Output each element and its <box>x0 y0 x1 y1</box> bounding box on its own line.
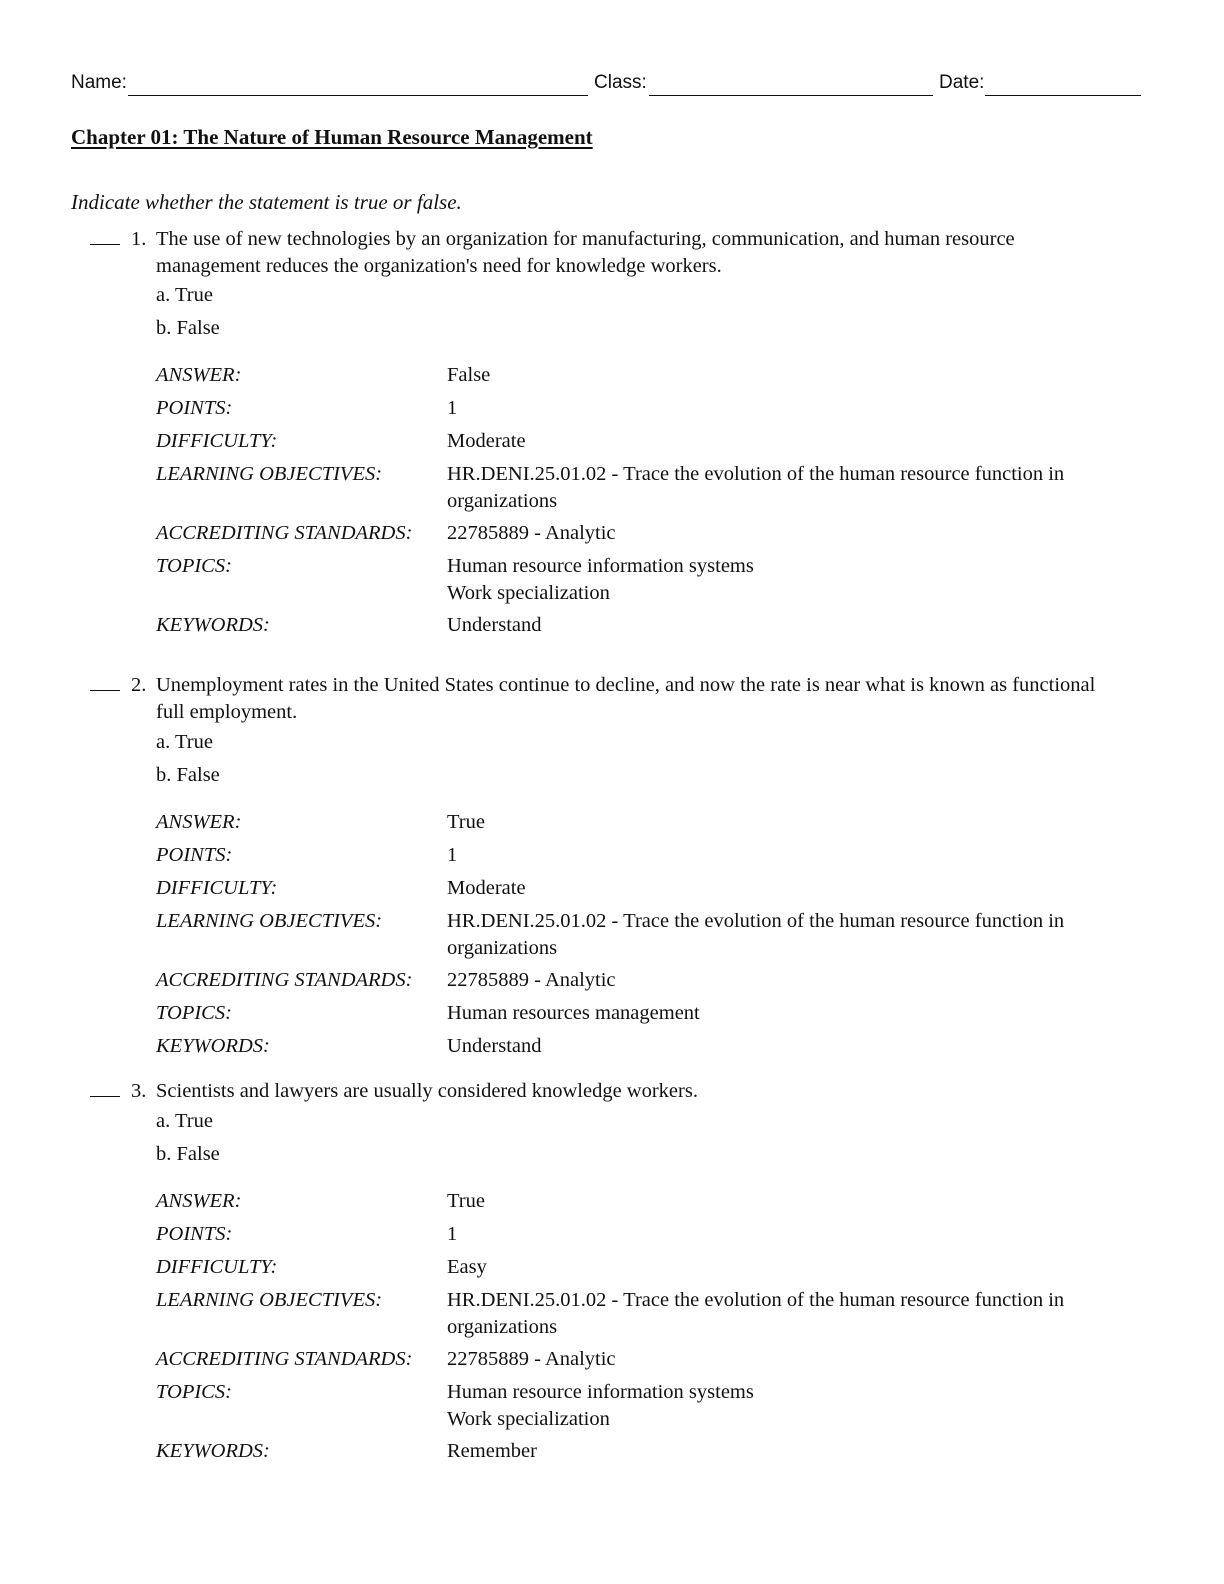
points-label: POINTS: <box>156 844 233 866</box>
question-text: Unemployment rates in the United States continue to decline, and now the rate is near what is known as functional full employment. <box>156 674 1096 723</box>
keywords-value: Understand <box>447 1035 542 1057</box>
points-value: 1 <box>447 397 458 419</box>
accrediting-standards-value: 22785889 - Analytic <box>447 522 616 544</box>
accrediting-standards-value: 22785889 - Analytic <box>447 969 616 991</box>
option-false: b. False <box>156 317 220 339</box>
keywords-value: Understand <box>447 614 542 636</box>
option-true: a. True <box>156 284 213 306</box>
question-text: Scientists and lawyers are usually considered knowledge workers. <box>156 1080 698 1102</box>
name-field[interactable] <box>128 95 588 96</box>
points-label: POINTS: <box>156 397 233 419</box>
topics-label: TOPICS: <box>156 1381 232 1403</box>
learning-objectives-label: LEARNING OBJECTIVES: <box>156 910 383 932</box>
question-text: The use of new technologies by an organization for manufacturing, communication, and human resource management reduces the organization's need for knowledge workers. <box>156 228 1015 277</box>
date-field[interactable] <box>985 95 1141 96</box>
answer-value: True <box>447 1190 485 1212</box>
option-true: a. True <box>156 731 213 753</box>
difficulty-value: Moderate <box>447 430 526 452</box>
topic-item: Human resources management <box>447 1002 700 1024</box>
difficulty-value: Moderate <box>447 877 526 899</box>
difficulty-label: DIFFICULTY: <box>156 877 278 899</box>
learning-objectives-label: LEARNING OBJECTIVES: <box>156 463 383 485</box>
instructions-text: Indicate whether the statement is true or false. <box>71 190 462 214</box>
accrediting-standards-value: 22785889 - Analytic <box>447 1348 616 1370</box>
date-label: Date: <box>939 72 985 93</box>
keywords-label: KEYWORDS: <box>156 1035 270 1057</box>
topics-value <box>447 1000 1127 1027</box>
keywords-value: Remember <box>447 1440 537 1462</box>
class-label: Class: <box>594 72 647 93</box>
difficulty-value: Easy <box>447 1256 487 1278</box>
chapter-title: Chapter 01: The Nature of Human Resource Management <box>71 125 593 149</box>
answer-label: ANSWER: <box>156 811 242 833</box>
difficulty-label: DIFFICULTY: <box>156 430 278 452</box>
answer-label: ANSWER: <box>156 1190 242 1212</box>
topics-label: TOPICS: <box>156 555 232 577</box>
answer-label: ANSWER: <box>156 364 242 386</box>
learning-objectives-value: HR.DENI.25.01.02 - Trace the evolution of the human resource function in organizations <box>447 463 1065 512</box>
topics-value <box>447 1379 1127 1433</box>
keywords-label: KEYWORDS: <box>156 614 270 636</box>
topic-item: Work specialization <box>447 582 610 604</box>
name-label: Name: <box>71 72 127 93</box>
learning-objectives-label: LEARNING OBJECTIVES: <box>156 1289 383 1311</box>
question-number: 2. <box>131 674 147 696</box>
option-false: b. False <box>156 1143 220 1165</box>
points-label: POINTS: <box>156 1223 233 1245</box>
student-info-header <box>71 72 1143 98</box>
difficulty-label: DIFFICULTY: <box>156 1256 278 1278</box>
topic-item: Human resource information systems <box>447 1381 754 1403</box>
accrediting-standards-label: ACCREDITING STANDARDS: <box>156 522 413 544</box>
keywords-label: KEYWORDS: <box>156 1440 270 1462</box>
class-field[interactable] <box>649 95 933 96</box>
answer-blank[interactable] <box>90 244 120 245</box>
points-value: 1 <box>447 1223 458 1245</box>
answer-blank[interactable] <box>90 1096 120 1097</box>
learning-objectives-value: HR.DENI.25.01.02 - Trace the evolution of the human resource function in organizations <box>447 910 1065 959</box>
option-true: a. True <box>156 1110 213 1132</box>
learning-objectives-value: HR.DENI.25.01.02 - Trace the evolution of the human resource function in organizations <box>447 1289 1065 1338</box>
points-value: 1 <box>447 844 458 866</box>
answer-value: False <box>447 364 491 386</box>
answer-blank[interactable] <box>90 690 120 691</box>
accrediting-standards-label: ACCREDITING STANDARDS: <box>156 1348 413 1370</box>
answer-value: True <box>447 811 485 833</box>
topic-item: Work specialization <box>447 1408 610 1430</box>
topics-value <box>447 553 1127 607</box>
topic-item: Human resource information systems <box>447 555 754 577</box>
accrediting-standards-label: ACCREDITING STANDARDS: <box>156 969 413 991</box>
option-false: b. False <box>156 764 220 786</box>
question-number: 3. <box>131 1080 147 1102</box>
topics-label: TOPICS: <box>156 1002 232 1024</box>
question-number: 1. <box>131 228 147 250</box>
